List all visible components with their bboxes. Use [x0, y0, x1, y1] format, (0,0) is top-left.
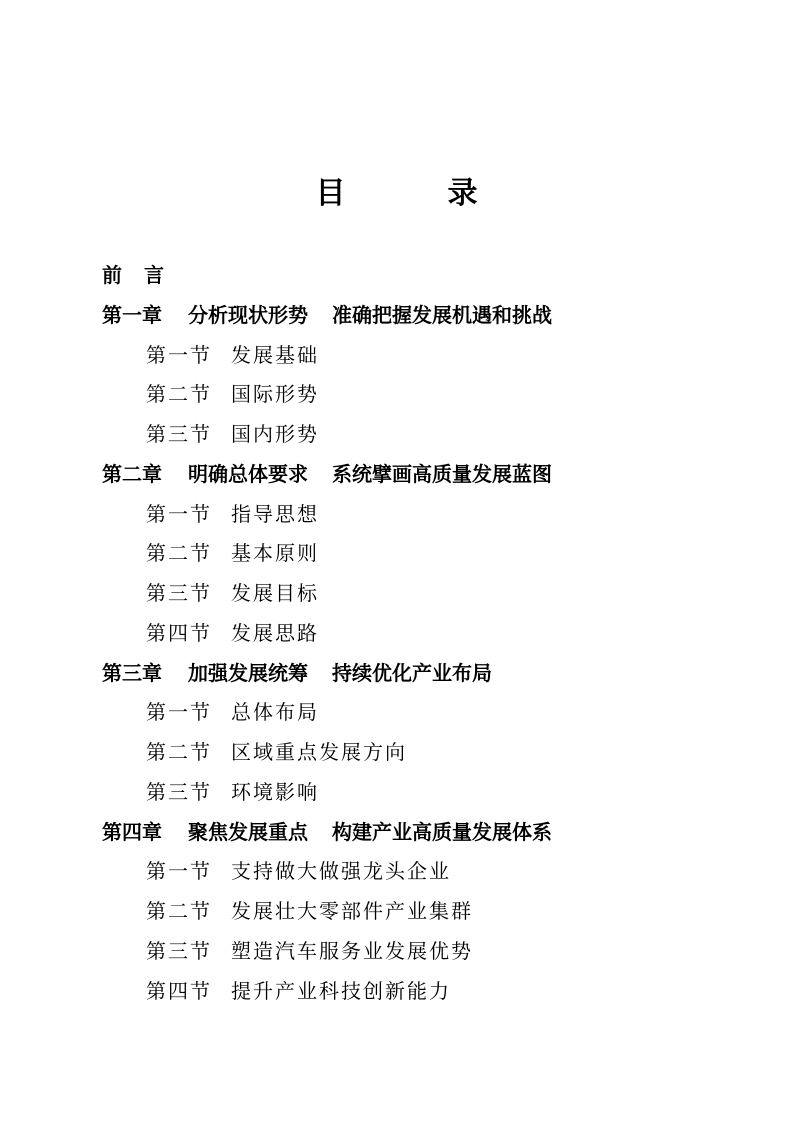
section-title: 发展壮大零部件产业集群 [231, 899, 473, 923]
section-title: 指导思想 [231, 501, 319, 526]
chapter-number: 第三章 [102, 660, 162, 685]
table-of-contents [102, 256, 722, 1011]
toc-section-1-1[interactable] [102, 336, 722, 376]
toc-title: 目 录 [315, 176, 514, 211]
chapter-title-a: 加强发展统筹 [188, 660, 308, 685]
toc-section-1-3[interactable] [102, 415, 722, 455]
chapter-number: 第一章 [102, 302, 162, 327]
section-number: 第三节 [146, 938, 212, 963]
preface-label: 前言 [102, 263, 186, 287]
section-title: 支持做大做强龙头企业 [231, 859, 451, 884]
chapter-title-a: 明确总体要求 [188, 461, 308, 486]
section-title: 总体布局 [231, 700, 319, 725]
section-number: 第四节 [146, 620, 212, 645]
chapter-number: 第四章 [102, 819, 162, 844]
chapter-title-b: 系统擘画高质量发展蓝图 [332, 461, 552, 486]
section-number: 第二节 [146, 740, 212, 764]
section-title: 发展目标 [231, 581, 319, 605]
section-number: 第三节 [146, 779, 212, 804]
toc-chapter-1[interactable] [102, 296, 722, 336]
section-title: 发展基础 [231, 342, 319, 367]
section-title: 国内形势 [231, 422, 319, 446]
section-number: 第一节 [146, 700, 212, 725]
section-number: 第一节 [146, 501, 212, 526]
section-title: 塑造汽车服务业发展优势 [231, 938, 473, 963]
toc-section-2-3[interactable] [102, 574, 722, 614]
toc-preface[interactable] [102, 256, 722, 296]
toc-chapter-4[interactable] [102, 813, 722, 853]
chapter-title-b: 准确把握发展机遇和挑战 [332, 302, 552, 327]
section-title: 基本原则 [231, 541, 319, 566]
section-title: 区域重点发展方向 [231, 740, 407, 764]
toc-section-3-2[interactable] [102, 733, 722, 773]
section-number: 第二节 [146, 541, 212, 566]
toc-section-1-2[interactable] [102, 375, 722, 415]
section-number: 第三节 [146, 422, 212, 446]
section-number: 第一节 [146, 859, 212, 884]
toc-section-3-3[interactable] [102, 773, 722, 813]
toc-section-4-1[interactable] [102, 852, 722, 892]
toc-chapter-3[interactable] [102, 654, 722, 694]
section-number: 第二节 [146, 899, 212, 923]
section-number: 第三节 [146, 581, 212, 605]
toc-chapter-2[interactable] [102, 455, 722, 495]
chapter-title-a: 分析现状形势 [188, 302, 308, 327]
toc-section-4-2[interactable] [102, 892, 722, 932]
chapter-title-b: 构建产业高质量发展体系 [332, 819, 552, 844]
section-title: 环境影响 [231, 779, 319, 804]
section-number: 第一节 [146, 342, 212, 367]
toc-section-3-1[interactable] [102, 693, 722, 733]
section-title: 发展思路 [231, 620, 319, 645]
section-number: 第四节 [146, 978, 212, 1003]
chapter-title-b: 持续优化产业布局 [332, 660, 492, 685]
toc-section-2-1[interactable] [102, 495, 722, 535]
section-number: 第二节 [146, 382, 212, 407]
toc-section-2-2[interactable] [102, 534, 722, 574]
chapter-title-a: 聚焦发展重点 [188, 819, 308, 844]
section-title: 提升产业科技创新能力 [231, 978, 451, 1003]
toc-section-4-4[interactable] [102, 972, 722, 1012]
toc-section-4-3[interactable] [102, 932, 722, 972]
section-title: 国际形势 [231, 382, 319, 407]
toc-section-2-4[interactable] [102, 614, 722, 654]
chapter-number: 第二章 [102, 461, 162, 486]
